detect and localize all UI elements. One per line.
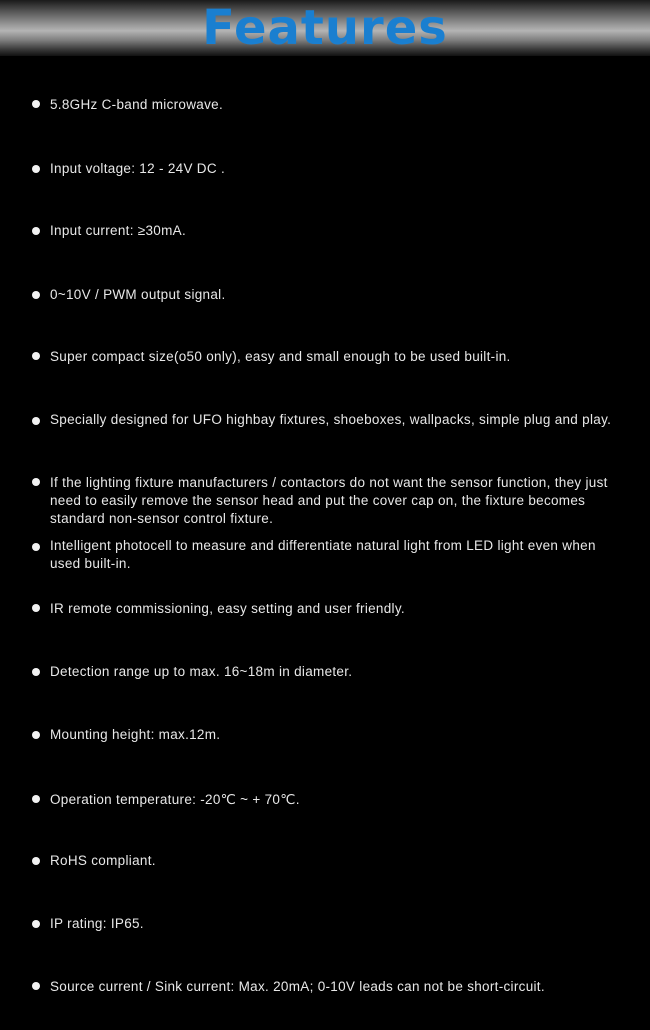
bullet-dot-icon	[32, 731, 40, 739]
header-banner	[0, 0, 650, 56]
feature-text: Operation temperature: -20℃ ~ + 70℃.	[50, 792, 300, 807]
feature-text: Specially designed for UFO highbay fixtures, shoeboxes, wallpacks, simple plug and play.	[50, 412, 612, 427]
bullet-dot-icon	[32, 352, 40, 360]
bullet-dot-icon	[32, 543, 40, 551]
feature-text: RoHS compliant.	[50, 853, 156, 868]
feature-text: IP rating: IP65.	[50, 916, 144, 931]
bullet-dot-icon	[32, 417, 40, 425]
bullet-dot-icon	[32, 795, 40, 803]
bullet-dot-icon	[32, 668, 40, 676]
bullet-dot-icon	[32, 291, 40, 299]
feature-text: Input voltage: 12 - 24V DC .	[50, 161, 225, 176]
feature-text: Super compact size(ο50 only), easy and small enough to be used built-in.	[50, 349, 511, 364]
bullet-dot-icon	[32, 920, 40, 928]
feature-text: 0~10V / PWM output signal.	[50, 287, 226, 302]
feature-text: IR remote commissioning, easy setting and user friendly.	[50, 601, 405, 616]
bullet-dot-icon	[32, 857, 40, 865]
feature-text: Detection range up to max. 16~18m in diameter.	[50, 664, 353, 679]
bullet-dot-icon	[32, 165, 40, 173]
feature-text: 5.8GHz C-band microwave.	[50, 97, 224, 112]
bullet-dot-icon	[32, 100, 40, 108]
feature-text: Source current / Sink current: Max. 20mA; 0-10V leads can not be short-circuit.	[50, 979, 545, 994]
bullet-dot-icon	[32, 982, 40, 990]
feature-text: Input current: ≥30mA.	[50, 223, 187, 238]
bullet-dot-icon	[32, 604, 40, 612]
feature-text: If the lighting fixture manufacturers / contactors do not want the sensor function, they just need to easily remove the sensor head and put the cover cap on, the fixture becomes standard non-sensor control fixture.	[50, 475, 608, 526]
bullet-dot-icon	[32, 478, 40, 486]
feature-text: Intelligent photocell to measure and differentiate natural light from LED light even when used built-in.	[50, 538, 596, 571]
feature-text: Mounting height: max.12m.	[50, 727, 221, 742]
bullet-dot-icon	[32, 227, 40, 235]
page-title: Features	[202, 0, 448, 56]
